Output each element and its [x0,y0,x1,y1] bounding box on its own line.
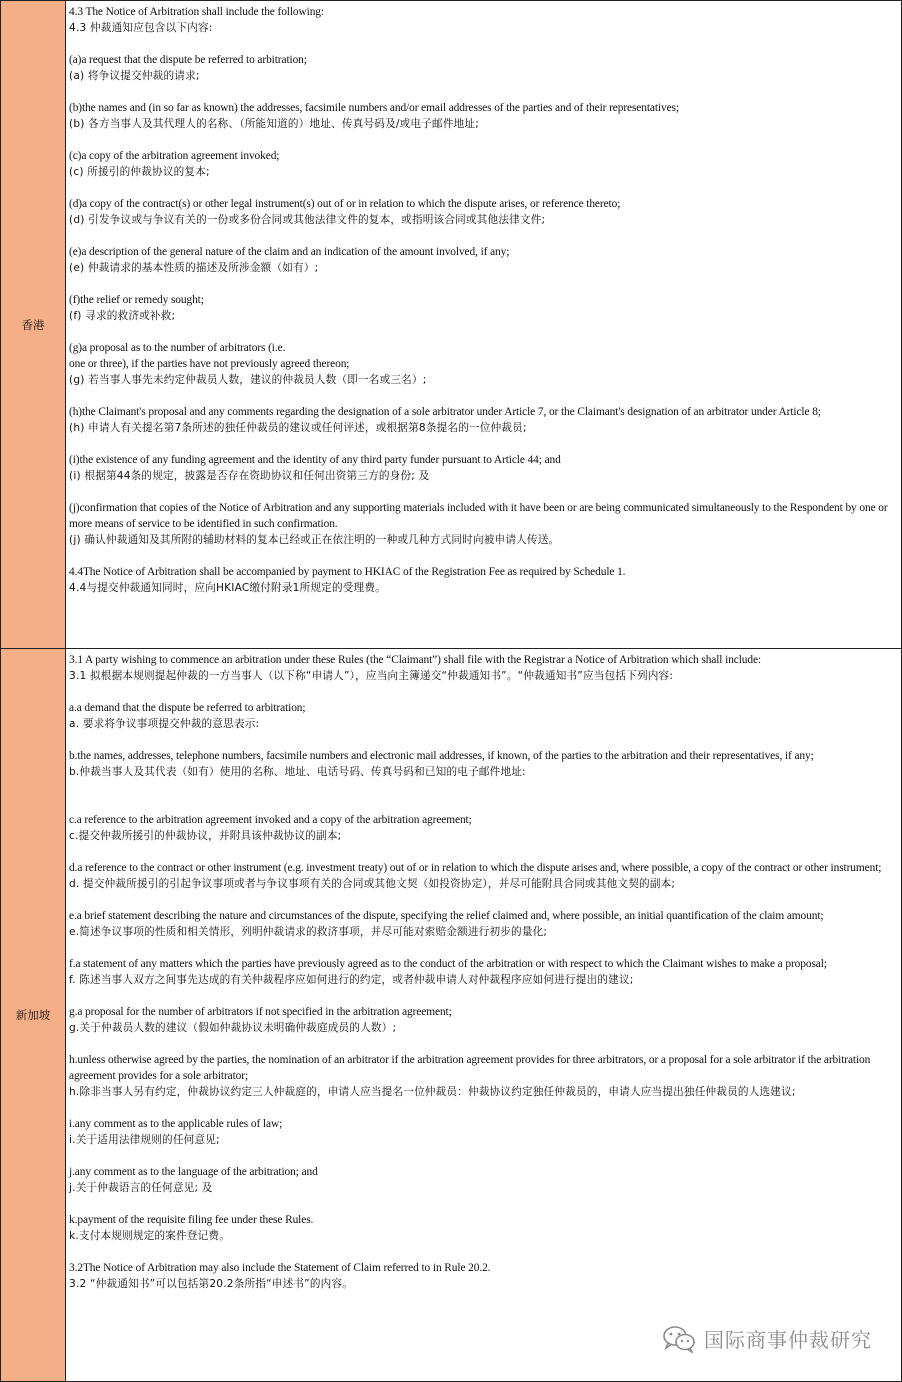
hk-line-e-en: (e)a description of the general nature of the claim and an indication of the amount involved, if any; [69,246,510,258]
hk-line-d-en: (d)a copy of the contract(s) or other legal instrument(s) out of or in relation to which the dispute arises, or reference thereto; [69,198,621,210]
content-cell-singapore [66,649,902,1382]
sg-line-g-en: g.a proposal for the number of arbitrators if not specified in the arbitration agreement; [69,1006,452,1018]
wechat-icon [662,1325,696,1353]
hk-line-h-en: (h)the Claimant's proposal and any comments regarding the designation of a sole arbitrator under Article 7, or the Claimant's designation of an arbitrator under Article 8; [69,406,821,418]
sg-line-c-en: c.a reference to the arbitration agreement invoked and a copy of the arbitration agreement; [69,814,472,826]
hk-line-d-zh: (d) 引发争议或与争议有关的一份或多份合同或其他法律文件的复本，或指明该合同或其他法律文件; [69,214,546,226]
hk-line-i-en: (i)the existence of any funding agreement and the identity of any third party funder pursuant to Article 44; and [69,454,561,466]
sg-line-k-en: k.payment of the requisite filing fee under these Rules. [69,1214,314,1226]
sg-line-b-zh: b.仲裁当事人及其代表（如有）使用的名称、地址、电话号码、传真号码和已知的电子邮件地址: [69,766,526,778]
hk-line-f-zh: (f) 寻求的救济或补救; [69,310,176,322]
sg-line-e-zh: e.简述争议事项的性质和相关情形，列明仲裁请求的救济事项，并尽可能对索赔金额进行初步的量化; [69,926,548,938]
sg-line-d-zh: d. 提交仲裁所援引的引起争议事项或者与争议事项有关的合同或其他文契（如投资协定），并尽可能附具合同或其他文契的副本; [69,878,676,890]
hk-line-j-en: (j)confirmation that copies of the Notice of Arbitration and any supporting materials included with it have been or are being communicated simultaneously to the Respondent by one or more means of service to be identified in such confirmation. [69,502,888,530]
hk-line-4-4-en: 4.4The Notice of Arbitration shall be accompanied by payment to HKIAC of the Registration Fee as required by Schedule 1. [69,566,626,578]
hk-line-e-zh: (e) 仲裁请求的基本性质的描述及所涉金额（如有）; [69,262,319,274]
sg-line-k-zh: k.支付本规则规定的案件登记费。 [69,1230,231,1242]
sg-line-b-en: b.the names, addresses, telephone numbers, facsimile numbers and electronic mail addresses, if known, of the parties to the arbitration and their representatives, if any; [69,750,814,762]
sg-line-i-en: i.any comment as to the applicable rules of law; [69,1118,283,1130]
hk-line-4-4-zh: 4.4与提交仲裁通知同时，应向HKIAC缴付附录1所规定的受理费。 [69,582,386,594]
region-cell-singapore: 新加坡 [1,649,66,1382]
hk-line-a-zh: (a) 将争议提交仲裁的请求; [69,70,200,82]
sg-line-j-zh: j.关于仲裁语言的任何意见; 及 [69,1182,213,1194]
hk-line-i-zh: (i) 根据第44条的规定，披露是否存在资助协议和任何出资第三方的身份; 及 [69,470,430,482]
watermark-text: 国际商事仲裁研究 [704,1328,872,1352]
table-row-singapore [1,649,902,1382]
hk-line-c-zh: (c) 所援引的仲裁协议的复本; [69,166,210,178]
sg-line-3-2-en: 3.2The Notice of Arbitration may also include the Statement of Claim referred to in Rule 20.2. [69,1262,491,1274]
hk-line-c-en: (c)a copy of the arbitration agreement invoked; [69,150,280,162]
hk-line-4-3-en: 4.3 The Notice of Arbitration shall include the following: [69,6,324,18]
hk-line-a-en: (a)a request that the dispute be referred to arbitration; [69,54,307,66]
hk-line-g-en-1: (g)a proposal as to the number of arbitrators (i.e. [69,342,286,354]
hk-line-b-en: (b)the names and (in so far as known) the addresses, facsimile numbers and/or email addresses of the parties and of their representatives; [69,102,679,114]
hk-line-g-zh: (g) 若当事人事先未约定仲裁员人数，建议的仲裁员人数（即一名或三名）; [69,374,427,386]
sg-line-a-zh: a. 要求将争议事项提交仲裁的意思表示: [69,718,260,730]
sg-line-h-zh: h.除非当事人另有约定，仲裁协议约定三人仲裁庭的，申请人应当提名一位仲裁员：仲裁协议约定独任仲裁员的，申请人应当提出独任仲裁员的人选建议; [69,1086,796,1098]
watermark [662,1324,872,1353]
sg-line-a-en: a.a demand that the dispute be referred to arbitration; [69,702,306,714]
sg-line-d-en: d.a reference to the contract or other instrument (e.g. investment treaty) out of or in relation to which the dispute arises and, where possible, a copy of the contract or other instrument; [69,862,882,874]
sg-line-i-zh: i.关于适用法律规则的任何意见; [69,1134,220,1146]
sg-line-c-zh: c.提交仲裁所援引的仲裁协议，并附具该仲裁协议的副本; [69,830,342,842]
sg-line-e-en: e.a brief statement describing the nature and circumstances of the dispute, specifying the relief claimed and, where possible, an initial quantification of the claim amount; [69,910,824,922]
sg-line-3-1-en: 3.1 A party wishing to commence an arbitration under these Rules (the “Claimant”) shall file with the Registrar a Notice of Arbitration which shall include: [69,654,762,666]
hk-line-4-3-zh: 4.3 仲裁通知应包含以下内容: [69,22,213,34]
sg-line-3-1-zh: 3.1 拟根据本规则提起仲裁的一方当事人（以下称“申请人”），应当向主簿递交“仲裁通知书”。“仲裁通知书”应当包括下列内容: [69,670,674,682]
content-cell-hong-kong [66,1,902,649]
sg-line-j-en: j.any comment as to the language of the arbitration; and [69,1166,318,1178]
sg-line-g-zh: g.关于仲裁员人数的建议（假如仲裁协议未明确仲裁庭成员的人数）; [69,1022,397,1034]
sg-line-3-2-zh: 3.2 “仲裁通知书”可以包括第20.2条所指“申述书”的内容。 [69,1278,354,1290]
region-cell-hong-kong: 香港 [1,1,66,649]
hk-line-h-zh: (h) 申请人有关提名第7条所述的独任仲裁员的建议或任何评述，或根据第8条提名的一位仲裁员; [69,422,527,434]
hk-line-f-en: (f)the relief or remedy sought; [69,294,204,306]
sg-line-f-zh: f. 陈述当事人双方之间事先达成的有关仲裁程序应如何进行的约定，或者仲裁申请人对仲裁程序应如何进行提出的建议; [69,974,634,986]
sg-line-f-en: f.a statement of any matters which the parties have previously agreed as to the conduct of the arbitration or with respect to which the Claimant wishes to make a proposal; [69,958,827,970]
sg-line-h-en: h.unless otherwise agreed by the parties, the nomination of an arbitrator if the arbitration agreement provides for three arbitrators, or a proposal for a sole arbitrator if the arbitration agreement provides for a sole arbitrator; [69,1054,871,1082]
hk-line-j-zh: (j) 确认仲裁通知及其所附的辅助材料的复本已经或正在依注明的一种或几种方式同时向被申请人传送。 [69,534,560,546]
hk-line-g-en-2: one or three), if the parties have not previously agreed thereon; [69,358,350,370]
hk-line-b-zh: (b) 各方当事人及其代理人的名称、（所能知道的）地址、传真号码及/或电子邮件地址; [69,118,479,130]
table-row-hong-kong [1,1,902,649]
